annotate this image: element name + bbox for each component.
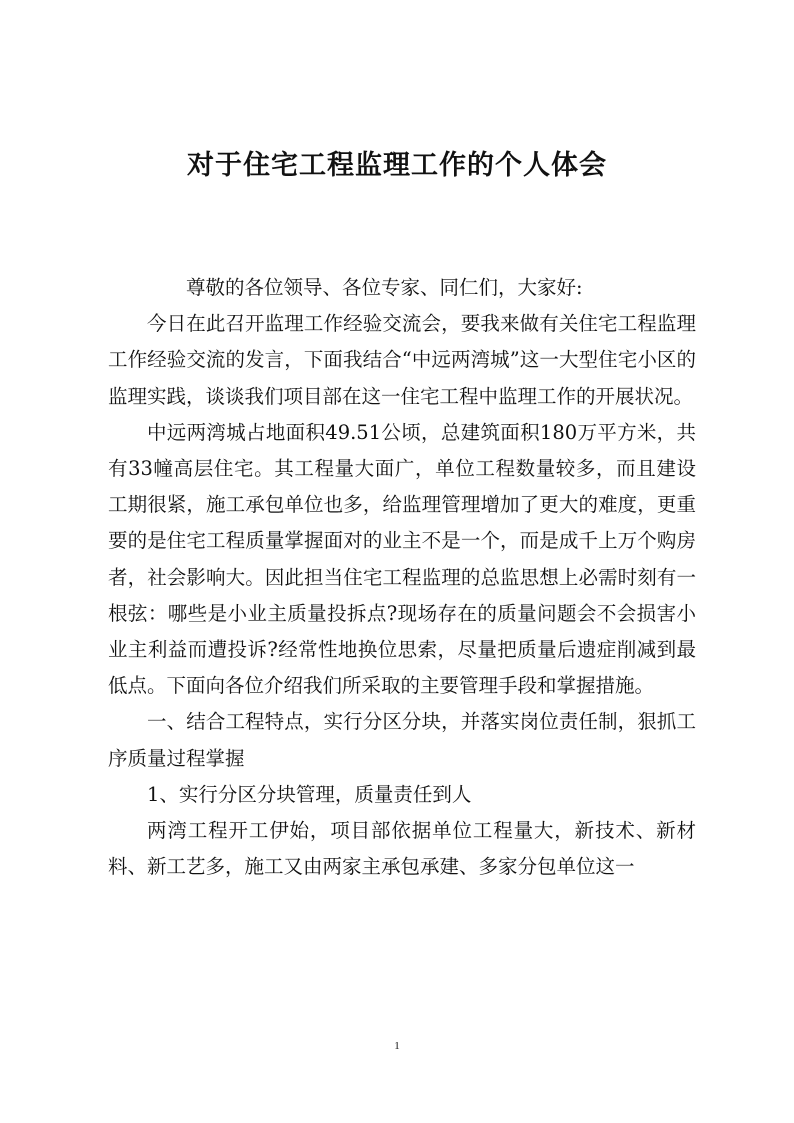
document-title: 对于住宅工程监理工作的个人体会 [187, 150, 607, 181]
intro-paragraph: 今日在此召开监理工作经验交流会，要我来做有关住宅工程监理工作经验交流的发言，下面我结合“中远两湾城”这一大型住宅小区的监理实践，谈谈我们项目部在这一住宅工程中监理工作的开展状况。 [108, 312, 696, 408]
project-overview-paragraph: 中远两湾城占地面积49.51公顷，总建筑面积180万平方米，共有33幢高层住宅。其工程量大面广，单位工程数量较多，而且建设工期很紧，施工承包单位也多，给监理管理增加了更大的难度，更重要的是住宅工程质量掌握面对的业主不是一个，而是成千上万个购房者，社会影响大。因此担当住宅工程监理的总监思想上必需时刻有一根弦：哪些是小业主质量投拆点?现场存在的质量问题会不会损害小业主利益而遭投诉?经常性地换位思索，尽量把质量后遗症削减到最低点。下面向各位介绍我们所采取的主要管理手段和掌握措施。 [108, 420, 696, 698]
subsection-heading-1-1: 1、实行分区分块管理，质量责任到人 [147, 782, 472, 806]
document-body [108, 270, 696, 885]
subsection-body-paragraph: 两湾工程开工伊始，项目部依据单位工程量大，新技术、新材料、新工艺多，施工又由两家主承包承建、多家分包单位这一 [108, 819, 696, 879]
page-number: 1 [394, 1040, 400, 1052]
section-heading-1: 一、结合工程特点，实行分区分块，并落实岗位责任制，狠抓工序质量过程掌握 [108, 710, 696, 770]
salutation-paragraph: 尊敬的各位领导、各位专家、同仁们，大家好: [186, 276, 583, 299]
